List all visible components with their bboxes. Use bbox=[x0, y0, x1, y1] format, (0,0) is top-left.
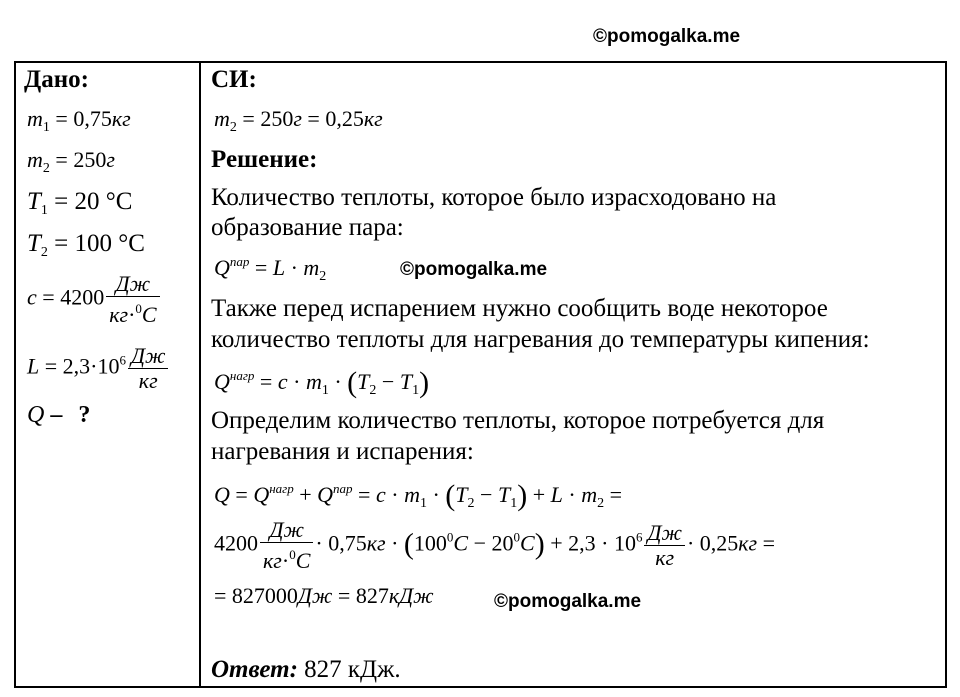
watermark-middle-1: ©pomogalka.me bbox=[400, 259, 548, 280]
formula-q-vapor: $Q^{пар} = L \cdot m_2$ bbox=[214, 254, 327, 284]
given-m2: $m_2 = 250г$ bbox=[27, 147, 115, 176]
given-c: c = 4200 $\frac{Дж}{кг\cdot^0C}$ bbox=[27, 272, 162, 327]
solution-p3-line1: Определим количество теплоты, которое потребуется для bbox=[211, 407, 825, 434]
answer-value: 827 кДж. bbox=[304, 656, 401, 683]
solution-p2-line1: Также перед испарением нужно сообщить воде некоторое bbox=[211, 295, 828, 322]
solution-p3-line2: нагревания и испарения: bbox=[211, 438, 474, 465]
given-L: $L = 2,3\cdot 10^6$ $\frac{Дж}{кг}$ bbox=[27, 344, 170, 393]
answer bbox=[211, 656, 401, 684]
given-header: Дано: bbox=[24, 66, 89, 93]
formula-substitution: 4200 $\frac{Дж}{кг\cdot^0C}$ · $0,75кг \cdot (100^0C - 20^0C) + 2,3 \cdot 10^6$ $\frac{Дж}{кг}$ · 0,25кг = bbox=[214, 517, 776, 573]
solution-p2-line2: количество теплоты для нагревания до температуры кипения: bbox=[211, 326, 870, 353]
column-divider bbox=[199, 61, 201, 688]
watermark-top: ©pomogalka.me bbox=[593, 26, 741, 47]
solution-header: Решение: bbox=[211, 146, 318, 173]
formula-result: = 827000Дж = 827кДж bbox=[214, 583, 434, 608]
solution-p1-line2: образование пара: bbox=[211, 214, 404, 241]
watermark-middle-2: ©pomogalka.me bbox=[494, 591, 642, 612]
given-T2: $T_2 = 100$ °C bbox=[27, 230, 145, 260]
formula-q-heat: $Q^{нагр} = c \cdot m_1 \cdot (T_2 - T_1)$ bbox=[214, 366, 430, 399]
si-m2: $m_2 = 250г = 0,25кг$ bbox=[214, 106, 383, 135]
given-unknown: Q – ? bbox=[27, 402, 91, 428]
given-m1: $m_1 = 0,75кг$ bbox=[27, 106, 131, 135]
si-header: СИ: bbox=[211, 66, 257, 93]
formula-q-total: $Q = Q^{нагр} + Q^{пар} = c \cdot m_1 \cdot (T_2 - T_1) + L \cdot m_2$ = bbox=[214, 479, 623, 512]
solution-p1-line1: Количество теплоты, которое было израсходовано на bbox=[211, 184, 777, 211]
given-T1: $T_1 = 20$ °C bbox=[27, 188, 133, 218]
answer-label: Ответ: bbox=[211, 656, 298, 683]
